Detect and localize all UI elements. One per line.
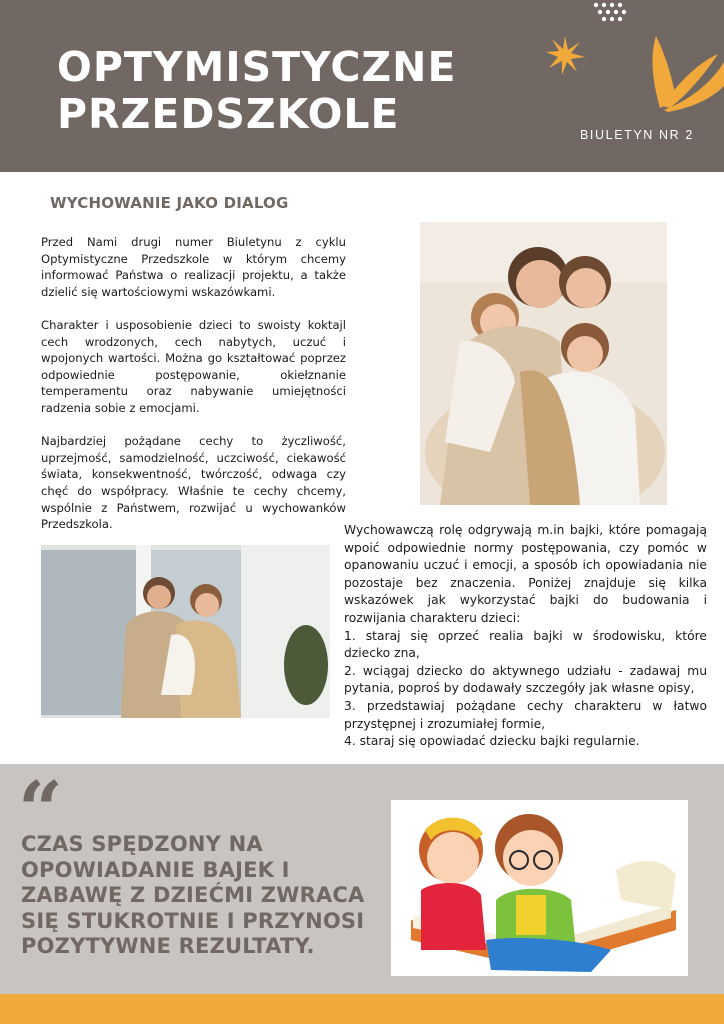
list-item: 2. wciągaj dziecko do aktywnego udziału - zadawaj mu pytania, poproś by dodawały szczegóły jak własne opisy, (344, 663, 707, 696)
list-item: 3. przedstawiaj pożądane cechy charakteru w łatwo przystępnej i zrozumiałej formie, (344, 698, 707, 731)
quote-line: CZAS SPĘDZONY NA (21, 832, 263, 856)
family-hug-window-photo (41, 545, 330, 718)
footer-bar (0, 994, 724, 1024)
list-item: 1. staraj się oprzeć realia bajki w środowisku, które dziecko zna, (344, 628, 707, 661)
paragraph: Charakter i usposobienie dzieci to swoisty koktajl cech wrodzonych, cech nabytych, uczuć i wpojonych wartości. Można go kształtować poprzez odpowiednie postępowanie, okiełznanie temperamentu oraz nabywanie umiejętności radzenia sobie z emocjami. (41, 317, 346, 415)
quote-line: ZABAWĘ Z DZIEĆMI ZWRACA (21, 883, 365, 907)
paragraph: Wychowawczą rolę odgrywają m.in bajki, które pomagają wpoić odpowiednie normy postępowania, czy pomóc w opanowaniu uczuć i emocji, a sposób ich opowiadania nie pozostaje bez znaczenia. Poniżej znajduje się kilka wskazówek jak wykorzystać bajki do budowania i rozwijania charakteru dzieci: (344, 523, 707, 625)
children-reading-illustration (391, 800, 688, 976)
family-hug-photo (420, 222, 667, 505)
star-icon (546, 36, 585, 75)
paragraph: Najbardziej pożądane cechy to życzliwość, uprzejmość, samodzielność, uczciwość, ciekawość świata, konsekwentność, twórczość, odwaga czy chęć do współpracy. Właśnie te cechy chcemy, wspólnie z Państwem, rozwijać u wychowanków Przedszkola. (41, 434, 346, 532)
quote-line: OPOWIADANIE BAJEK I (21, 857, 290, 882)
quote-line: SIĘ STUKROTNIE I PRZYNOSI (21, 908, 365, 933)
left-column (41, 234, 346, 549)
right-column (344, 522, 707, 751)
title-line: PRZEDSZKOLE (57, 90, 400, 138)
issue-label: BIULETYN NR 2 (580, 128, 694, 142)
tips-list (344, 628, 707, 751)
page-title (57, 44, 456, 138)
paragraph: Przed Nami drugi numer Biuletynu z cyklu Optymistyczne Przedszkole w którym chcemy informować Państwa o realizacji projektu, a także dzielić się wartościowymi wskazówkami. (41, 235, 346, 299)
section-heading: WYCHOWANIE JAKO DIALOG (50, 194, 289, 212)
leaf-decoration (653, 36, 724, 112)
quote-icon: “ (18, 765, 63, 856)
title-line: OPTYMISTYCZNE (57, 43, 457, 91)
quote-line: POZYTYWNE REZULTATY. (21, 934, 315, 958)
list-item: 4. staraj się opowiadać dziecku bajki regularnie. (344, 734, 640, 749)
dots-decoration (594, 3, 626, 21)
quote-text (21, 832, 381, 960)
